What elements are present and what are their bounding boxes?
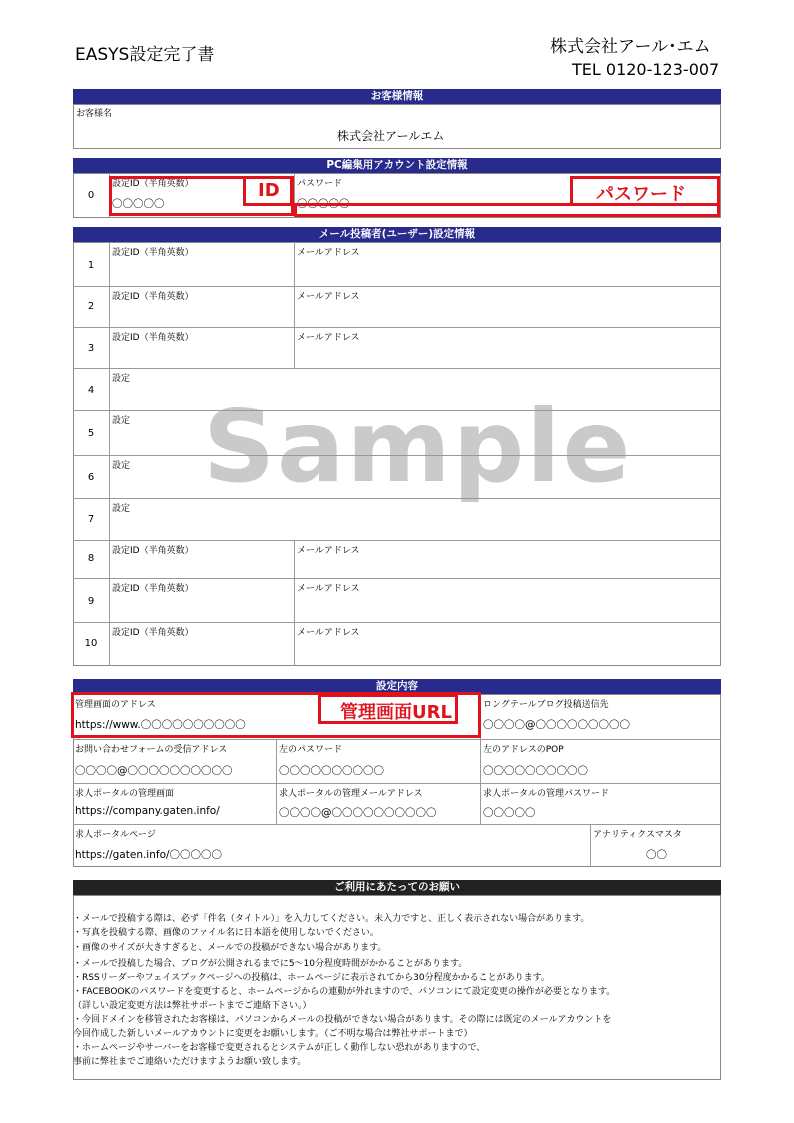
mail-row-email-label: メールアドレス	[297, 333, 360, 343]
mail-row-number: 2	[87, 301, 95, 312]
settings-row-line	[73, 783, 721, 784]
settings-col-line	[276, 739, 277, 824]
mail-row-id-label: 設定	[112, 461, 131, 471]
settings-section-header: 設定内容	[73, 679, 721, 694]
portal-mail-label: 求人ポータルの管理メールアドレス	[279, 789, 423, 799]
portal-admin-label: 求人ポータルの管理画面	[75, 789, 175, 799]
left-password-label: 左のパスワード	[279, 745, 343, 755]
mail-row-email-label: メールアドレス	[297, 584, 360, 594]
mail-row-number: 1	[87, 260, 95, 271]
mail-row-number: 7	[87, 514, 95, 525]
portal-page-label: 求人ポータルページ	[75, 830, 156, 840]
mail-row-line	[73, 622, 721, 623]
contact-form-label: お問い合わせフォームの受信アドレス	[75, 745, 228, 755]
left-password-value: 〇〇〇〇〇〇〇〇〇〇	[279, 765, 384, 777]
note-line: ・RSSリーダーやフェイスブックページへの投稿は、ホームページに表示されてから30分程度かかることがあります。	[73, 973, 550, 983]
id-annotation-label: ID	[258, 180, 280, 201]
pc-account-row-number: 0	[87, 190, 95, 201]
password-annotation-label: パスワード	[596, 184, 686, 205]
note-line: ・写真を投稿する際、画像のファイル名に日本語を使用しないでください。	[73, 928, 379, 938]
mail-users-col-divider-bottom	[294, 540, 295, 666]
mail-row-number: 9	[87, 596, 95, 607]
contact-form-value: 〇〇〇〇@〇〇〇〇〇〇〇〇〇〇	[75, 765, 233, 777]
mail-row-number: 8	[87, 553, 95, 564]
mail-row-line	[73, 578, 721, 579]
note-line: ・画像のサイズが大きすぎると、メールでの投稿ができない場合があります。	[73, 943, 387, 953]
pc-account-id-value: 〇〇〇〇〇	[112, 198, 165, 210]
mail-row-email-label: メールアドレス	[297, 292, 360, 302]
note-line: 今回作成した新しいメールアカウントに変更をお願いします。（ご不明な場合は弊社サポートまで）	[73, 1029, 473, 1039]
admin-url-value: https://www.〇〇〇〇〇〇〇〇〇〇	[75, 719, 246, 731]
mail-row-id-label: 設定ID（半角英数）	[112, 546, 194, 556]
note-line: （詳しい設定変更方法は弊社サポートまでご連絡下さい。）	[73, 1001, 312, 1011]
settings-row-line	[73, 824, 721, 825]
note-line: ・FACEBOOKのパスワードを変更すると、ホームページからの連動が外れますので、パソコンにて設定変更の操作が必要となります。	[73, 987, 616, 997]
longtail-label: ロングテールブログ投稿送信先	[483, 700, 609, 710]
document-title: EASYS設定完了書	[75, 45, 215, 65]
mail-row-id-label: 設定	[112, 504, 131, 514]
mail-row-id-label: 設定ID（半角英数）	[112, 248, 194, 258]
admin-url-label: 管理画面のアドレス	[75, 700, 156, 710]
mail-row-id-label: 設定ID（半角英数）	[112, 628, 194, 638]
portal-password-label: 求人ポータルの管理パスワード	[483, 789, 610, 799]
note-line: ・今回ドメインを移管されたお客様は、パソコンからメールの投稿ができない場合があります。その際には既定のメールアカウントを	[73, 1015, 612, 1025]
note-line: ・メールで投稿した場合、ブログが公開されるまでに5～10分程度時間がかかることがあります。	[73, 959, 468, 969]
mail-row-id-label: 設定ID（半角英数）	[112, 333, 194, 343]
mail-row-number: 5	[87, 428, 95, 439]
portal-admin-value: https://company.gaten.info/	[75, 805, 220, 817]
portal-page-value: https://gaten.info/〇〇〇〇〇	[75, 849, 223, 861]
analytics-value: 〇〇	[646, 849, 667, 861]
pc-account-password-label: パスワード	[297, 179, 343, 189]
mail-row-id-label: 設定ID（半角英数）	[112, 584, 194, 594]
mail-row-line	[73, 286, 721, 287]
customer-name-label: お客様名	[76, 109, 113, 119]
longtail-value: 〇〇〇〇@〇〇〇〇〇〇〇〇〇	[483, 719, 630, 731]
settings-row-line	[73, 739, 721, 740]
settings-col-line	[590, 824, 591, 867]
customer-name-value: 株式会社アールエム	[337, 129, 445, 143]
mail-row-number: 6	[87, 472, 95, 483]
note-line: 事前に弊社までご連絡いただけますようお願い致します。	[73, 1057, 307, 1067]
mail-row-line	[73, 327, 721, 328]
mail-users-col-divider-top	[294, 242, 295, 368]
mail-row-email-label: メールアドレス	[297, 248, 360, 258]
mail-row-number: 4	[87, 385, 95, 396]
portal-password-value: 〇〇〇〇〇	[483, 807, 536, 819]
mail-users-section-header: メール投稿者(ユーザー)設定情報	[73, 227, 721, 242]
company-name: 株式会社アール･エム	[550, 37, 711, 57]
company-tel: TEL 0120-123-007	[572, 60, 720, 79]
mail-users-num-divider	[109, 242, 110, 666]
portal-mail-value: 〇〇〇〇@〇〇〇〇〇〇〇〇〇〇	[279, 807, 437, 819]
pc-account-password-value: 〇〇〇〇〇	[297, 198, 350, 210]
mail-row-number: 10	[84, 638, 98, 649]
mail-row-email-label: メールアドレス	[297, 628, 360, 638]
mail-row-line	[73, 540, 721, 541]
mail-row-number: 3	[87, 343, 95, 354]
notes-section-header: ご利用にあたってのお願い	[73, 880, 721, 895]
customer-section-header: お客様情報	[73, 89, 721, 104]
mail-row-id-label: 設定ID（半角英数）	[112, 292, 194, 302]
pc-account-section-header: PC編集用アカウント設定情報	[73, 158, 721, 173]
left-pop-label: 左のアドレスのPOP	[483, 745, 564, 755]
pc-account-id-label: 設定ID（半角英数）	[112, 179, 194, 189]
left-pop-value: 〇〇〇〇〇〇〇〇〇〇	[483, 765, 588, 777]
sample-watermark: Sample	[203, 388, 633, 505]
mail-row-id-label: 設定	[112, 416, 131, 426]
note-line: ・メールで投稿する際は、必ず「件名（タイトル）」を入力してください。未入力ですと、正しく表示されない場合があります。	[73, 914, 590, 924]
note-line: ・ホームページやサーバーをお客様で変更されるとシステムが正しく動作しない恐れがありますので、	[73, 1043, 486, 1053]
mail-row-line	[73, 368, 721, 369]
mail-row-id-label: 設定	[112, 374, 131, 384]
mail-row-email-label: メールアドレス	[297, 546, 360, 556]
analytics-label: アナリティクスマスタ	[593, 830, 682, 840]
admin-url-annotation-label: 管理画面URL	[340, 702, 452, 723]
